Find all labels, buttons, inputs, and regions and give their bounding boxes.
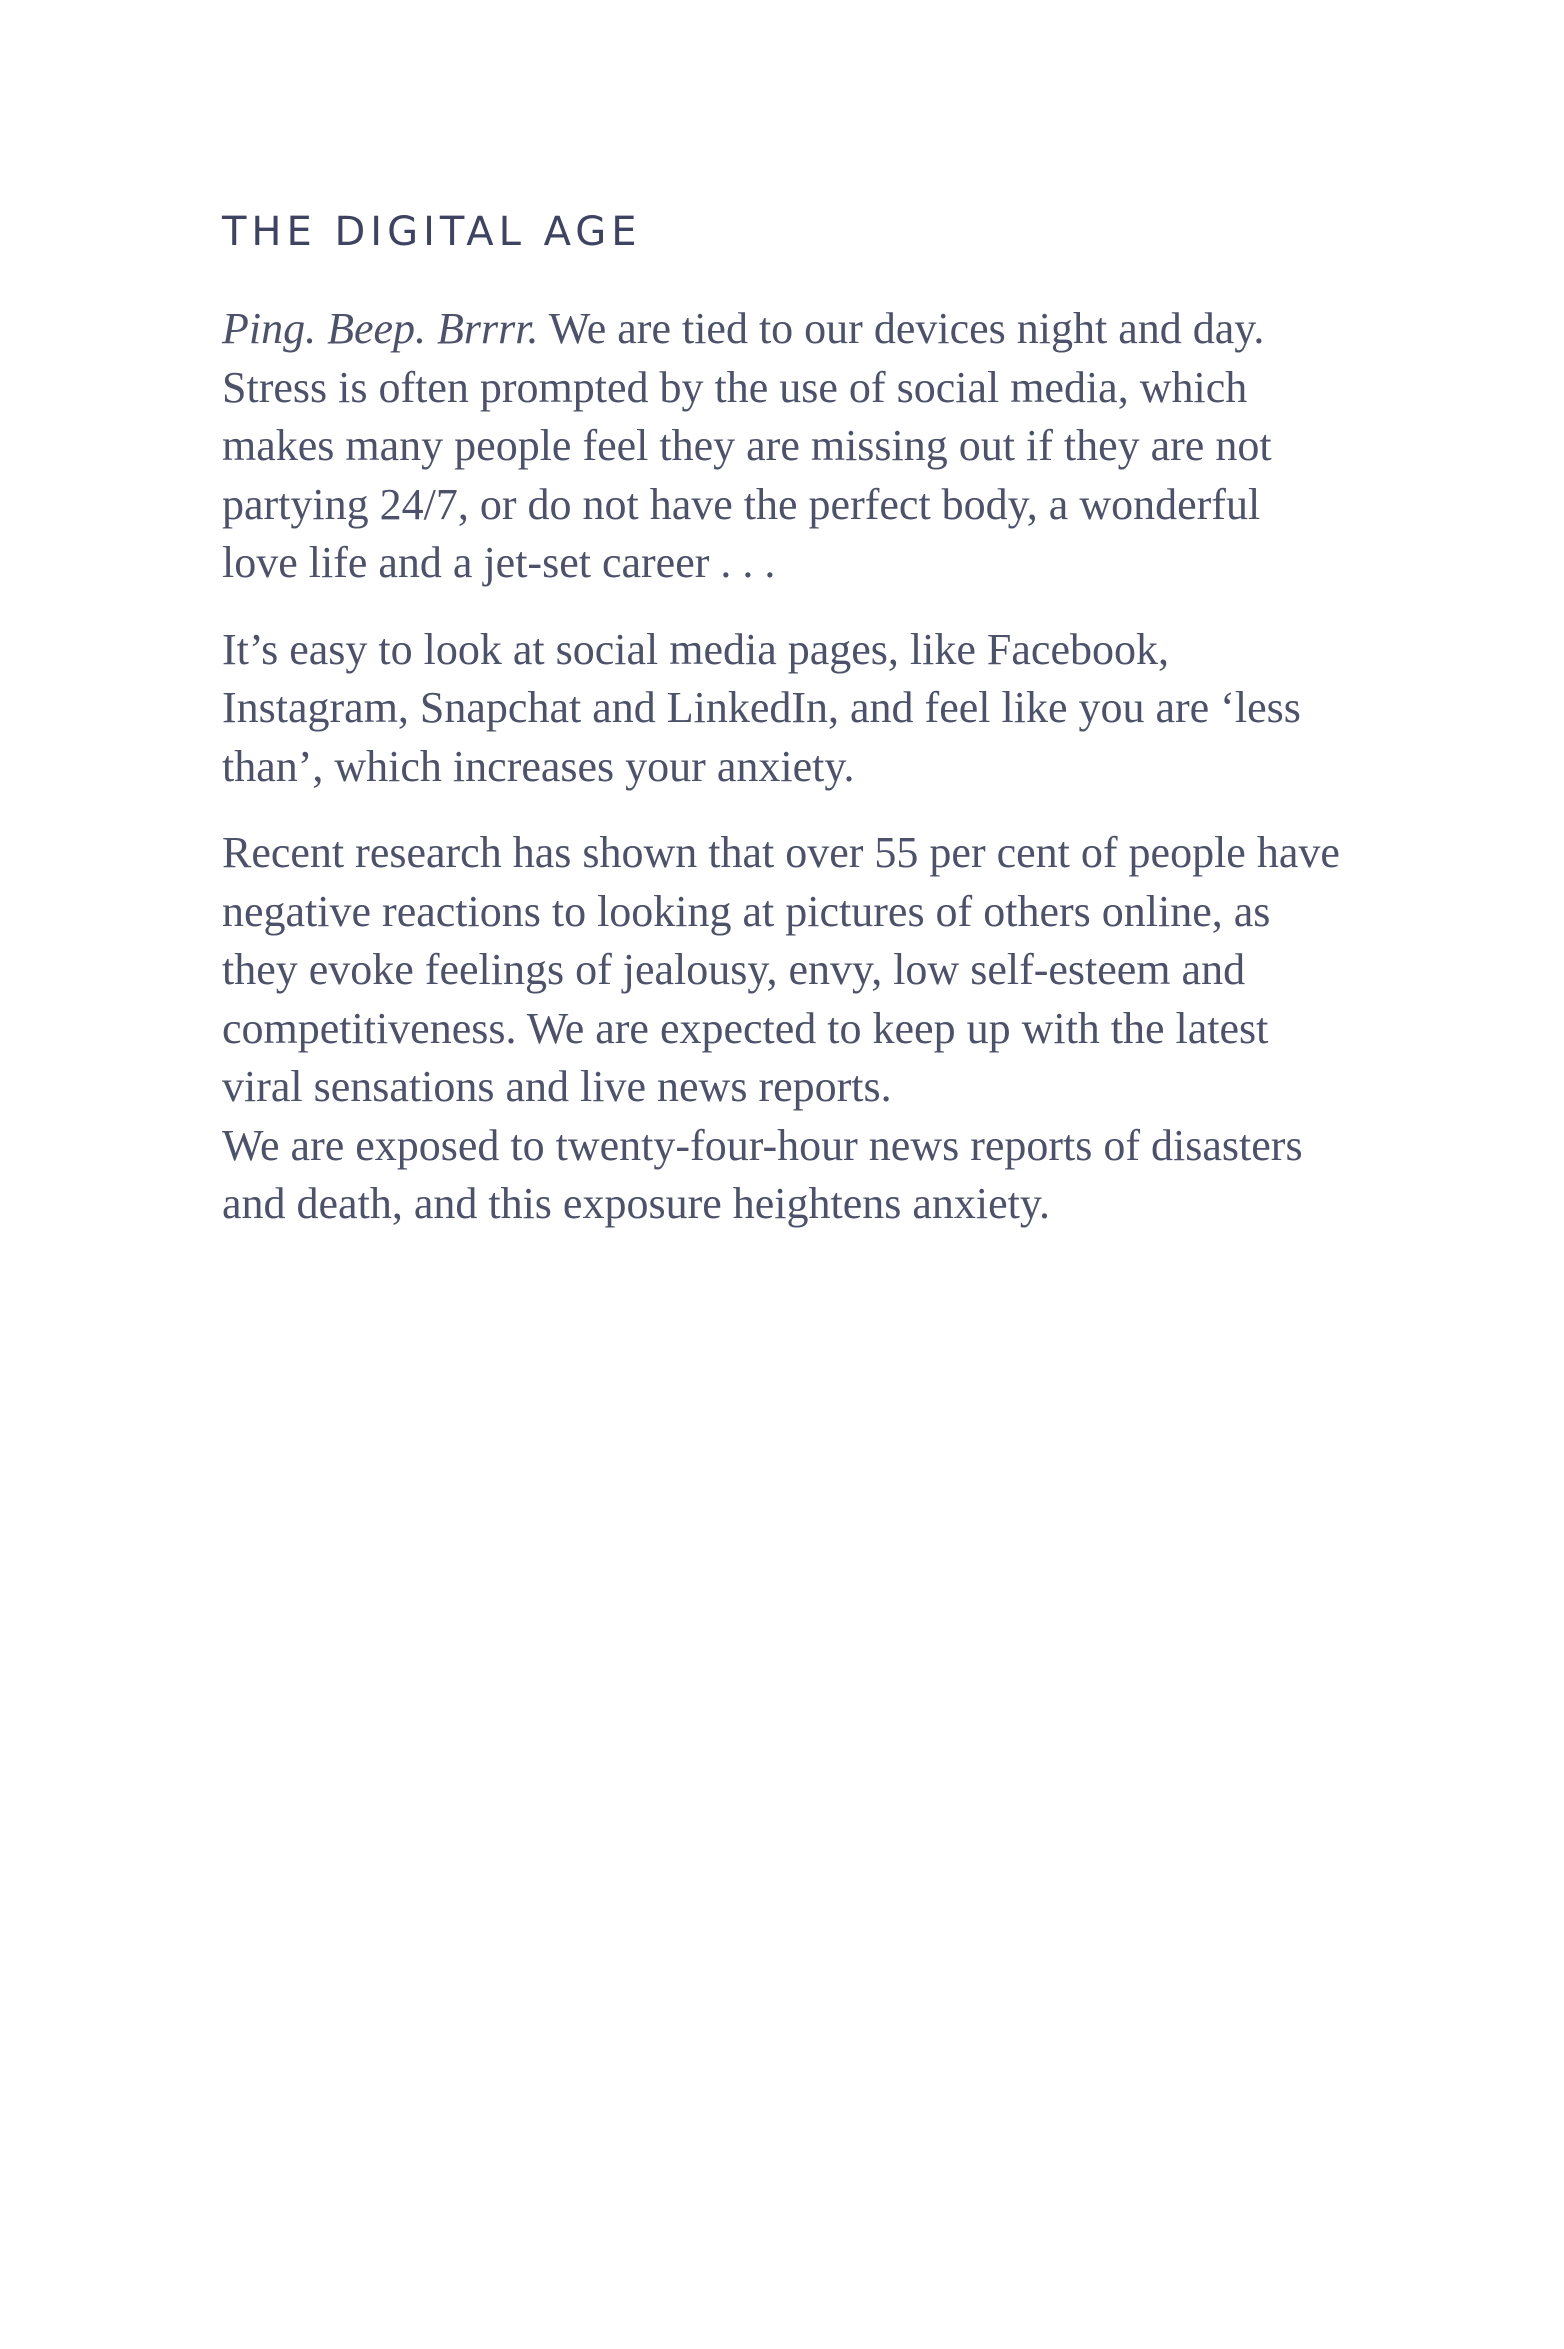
section-heading: THE DIGITAL AGE [222, 209, 642, 255]
paragraph-2: It’s easy to look at social media pages, like Facebook, Instagram, Snapchat and LinkedIn, and feel like you are ‘less than’, which increases your anxiety. [222, 624, 1301, 791]
paragraph-1-text: We are tied to our devices night and day. Stress is often prompted by the use of social media, which makes many people feel they are missing out if they are not partying 24/7, or do not have the perfect body, a wonderful love life and a jet-set career . . . [222, 304, 1272, 587]
paragraph-3-text-line-2: We are exposed to twenty-four-hour news reports of disasters and death, and this exposure heightens anxiety. [222, 1120, 1303, 1228]
paragraph-3-text: Recent research has shown that over 55 per cent of people have negative reactions to looking at pictures of others online, as they evoke feelings of jealousy, envy, low self-esteem and competitiveness. We are expected to keep up with the latest viral sensations and live news reports. [222, 828, 1340, 1111]
paragraph-3 [222, 824, 1342, 1234]
paragraph-1-italic-intro: Ping. Beep. Brrrr. [222, 304, 539, 353]
paragraph-1 [222, 300, 1342, 593]
page-content [222, 208, 1342, 1262]
